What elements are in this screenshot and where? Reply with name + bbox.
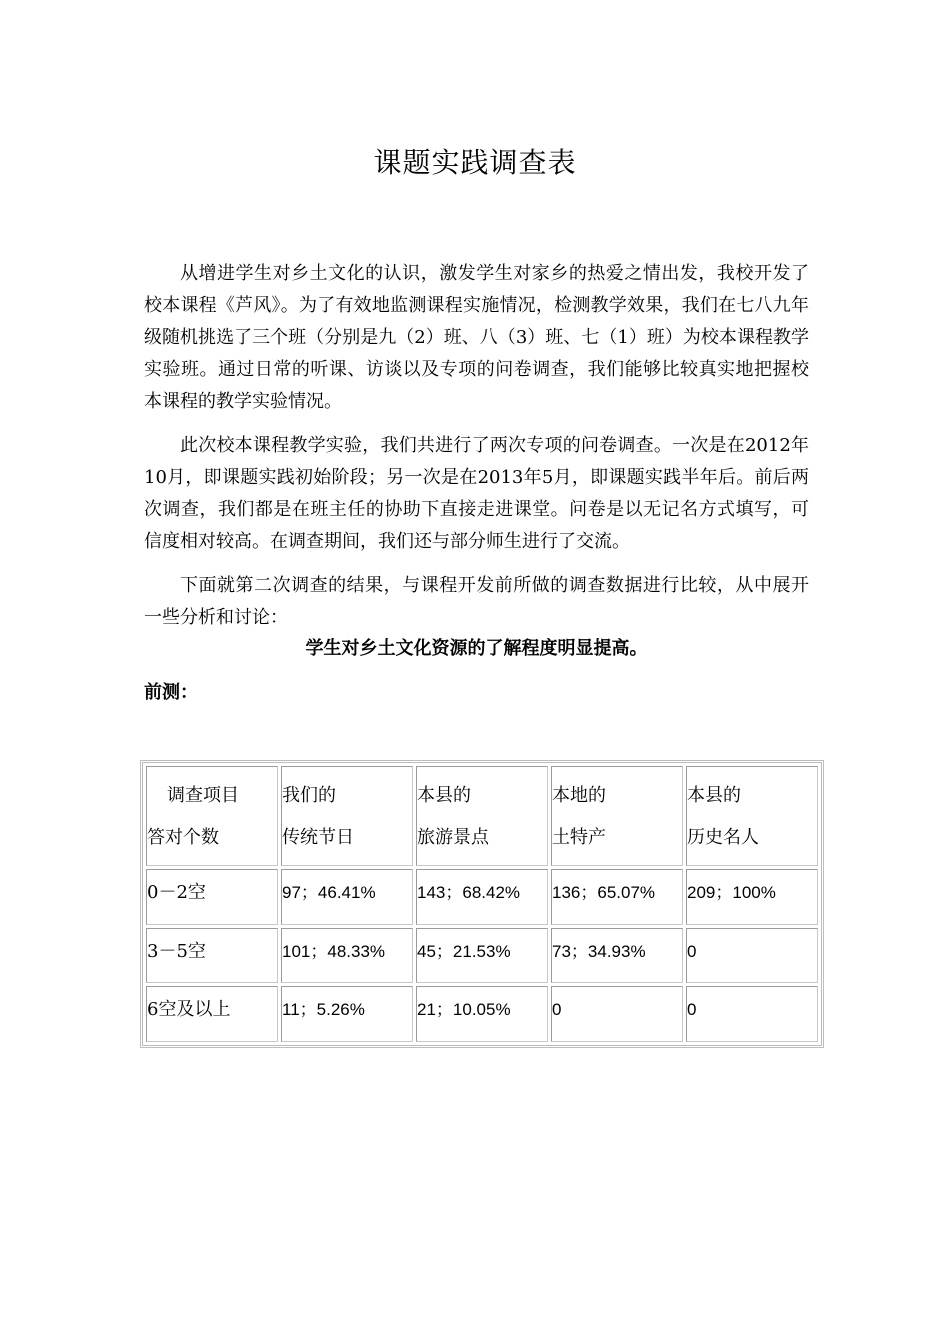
table-row (146, 986, 818, 1042)
table-cell: 0 (686, 986, 818, 1042)
table-header-cell (146, 766, 278, 866)
table-row (146, 869, 818, 925)
header-line: 我们的 (282, 785, 336, 806)
header-line: 本县的 (417, 785, 471, 806)
header-line: 答对个数 (147, 827, 219, 848)
table-cell: 0－2空 (146, 869, 278, 925)
table-cell: 11；5.26% (281, 986, 413, 1042)
table-cell: 209；100% (686, 869, 818, 925)
table-cell: 143；68.42% (416, 869, 548, 925)
table-cell: 0 (686, 928, 818, 984)
pretest-label: 前测： (144, 682, 198, 703)
paragraph-intro: 从增进学生对乡土文化的认识，激发学生对家乡的热爱之情出发，我校开发了校本课程《芦风》。为了有效地监测课程实施情况，检测教学效果，我们在七八九年级随机挑选了三个班（分别是九（2）班、八（3）班、七（1）班）为校本课程教学实验班。通过日常的听课、访谈以及专项的问卷调查，我们能够比较真实地把握校本课程的教学实验情况。 (144, 263, 809, 412)
header-line: 传统节日 (282, 827, 354, 848)
table-cell: 73；34.93% (551, 928, 683, 984)
table-header-cell (551, 766, 683, 866)
header-line: 土特产 (552, 827, 606, 848)
paragraph-comparison: 下面就第二次调查的结果，与课程开发前所做的调查数据进行比较，从中展开一些分析和讨论： (144, 575, 809, 628)
table-cell: 136；65.07% (551, 869, 683, 925)
table-cell: 97；46.41% (281, 869, 413, 925)
table-header-cell (416, 766, 548, 866)
header-line: 旅游景点 (417, 827, 489, 848)
header-line: 本地的 (552, 785, 606, 806)
table-cell: 21；10.05% (416, 986, 548, 1042)
table-header-cell (281, 766, 413, 866)
table-cell: 6空及以上 (146, 986, 278, 1042)
document-body (144, 258, 809, 646)
header-line: 历史名人 (687, 827, 759, 848)
document-title: 课题实践调查表 (373, 146, 577, 179)
table-header-cell (686, 766, 818, 866)
table-cell: 0 (551, 986, 683, 1042)
paragraph-survey-process: 此次校本课程教学实验，我们共进行了两次专项的问卷调查。一次是在2012年10月，即课题实践初始阶段；另一次是在2013年5月，即课题实践半年后。前后两次调查，我们都是在班主任的协助下直接走进课堂。问卷是以无记名方式填写，可信度相对较高。在调查期间，我们还与部分师生进行了交流。 (144, 435, 809, 552)
header-line: 调查项目 (167, 785, 239, 806)
header-line: 本县的 (687, 785, 741, 806)
table-cell: 45；21.53% (416, 928, 548, 984)
table-cell: 3－5空 (146, 928, 278, 984)
survey-table (143, 763, 821, 1045)
table-header-row (146, 766, 818, 866)
survey-table-frame (140, 760, 824, 1048)
table-row (146, 928, 818, 984)
section-subheading: 学生对乡土文化资源的了解程度明显提高。 (305, 638, 648, 659)
table-cell: 101；48.33% (281, 928, 413, 984)
